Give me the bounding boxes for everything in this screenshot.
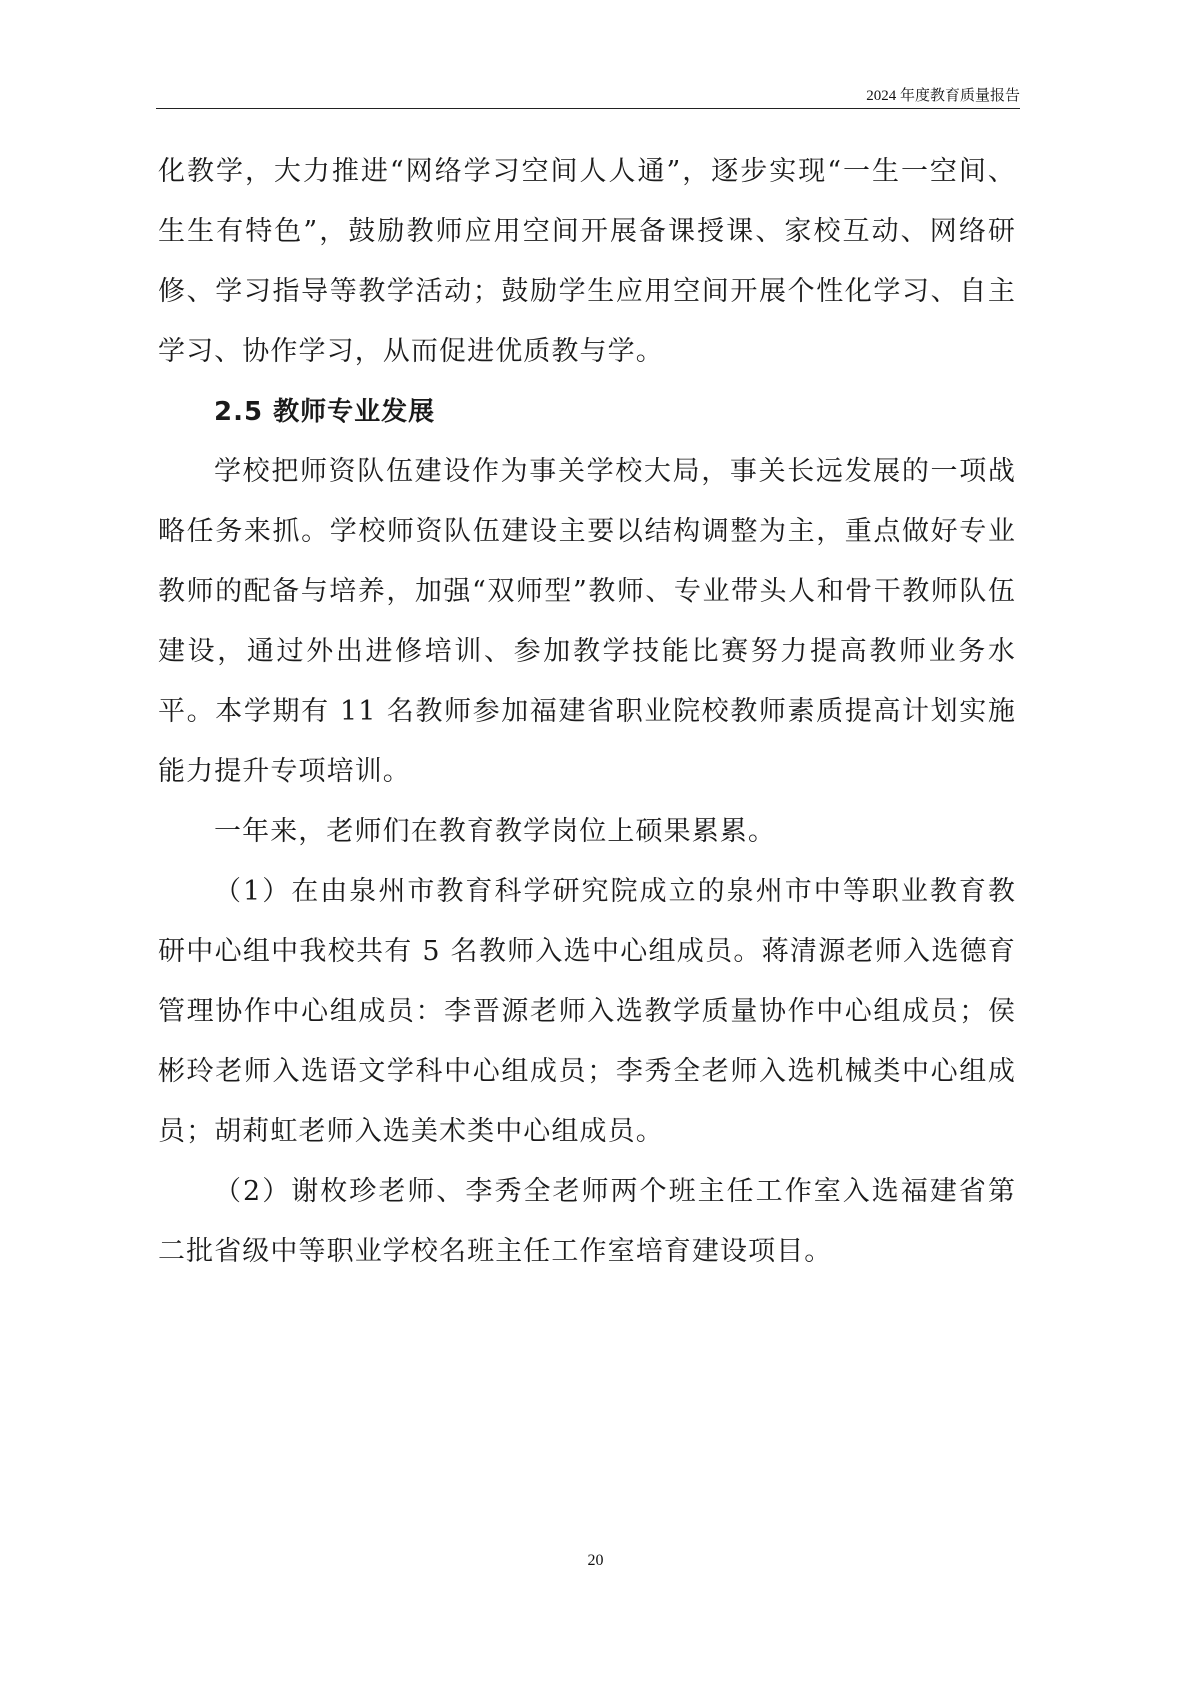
paragraph-intro-continuation: 化教学，大力推进“网络学习空间人人通”，逐步实现“一生一空间、生生有特色”，鼓励教师应用空间开展备课授课、家校互动、网络研修、学习指导等教学活动；鼓励学生应用空间开展个性化学习、自主学习、协作学习，从而促进优质教与学。 [158,156,1016,367]
header-divider [156,108,1020,109]
paragraph-item-1: （1）在由泉州市教育科学研究院成立的泉州市中等职业教育教研中心组中我校共有 5 名教师入选中心组成员。蒋清源老师入选德育管理协作中心组成员：李晋源老师入选教学质量协作中心组成员；侯彬玲老师入选语文学科中心组成员；李秀全老师入选机械类中心组成员；胡莉虹老师入选美术类中心组成员。 [158,876,1016,1147]
running-header-title: 2024 年度教育质量报告 [866,88,1020,104]
page-body [158,142,1016,1282]
paragraph-teacher-team: 学校把师资队伍建设作为事关学校大局，事关长远发展的一项战略任务来抓。学校师资队伍建设主要以结构调整为主，重点做好专业教师的配备与培养，加强“双师型”教师、专业带头人和骨干教师队伍建设，通过外出进修培训、参加教学技能比赛努力提高教师业务水平。本学期有 11 名教师参加福建省职业院校教师素质提高计划实施能力提升专项培训。 [158,456,1016,787]
paragraph-item-2: （2）谢枚珍老师、李秀全老师两个班主任工作室入选福建省第二批省级中等职业学校名班主任工作室培育建设项目。 [158,1176,1016,1267]
page-number: 20 [587,1552,604,1569]
section-heading: 2.5 教师专业发展 [214,397,436,427]
paragraph-achievements-intro: 一年来，老师们在教育教学岗位上硕果累累。 [214,816,776,847]
